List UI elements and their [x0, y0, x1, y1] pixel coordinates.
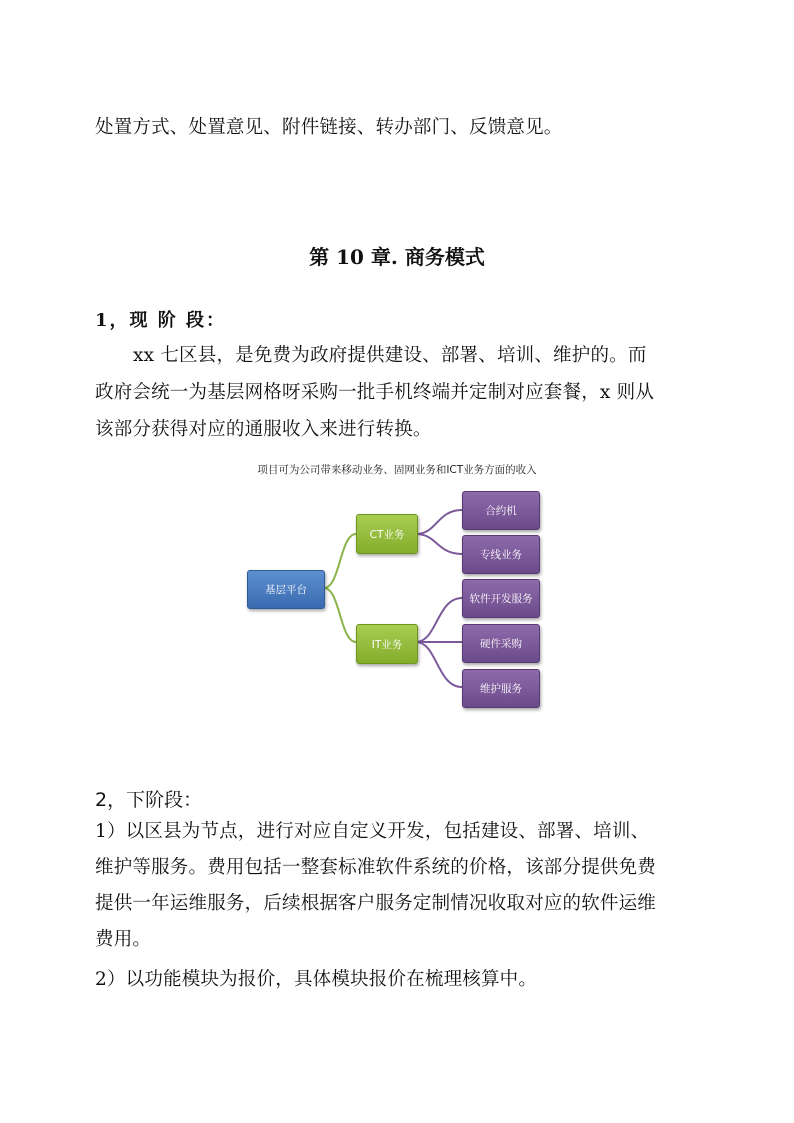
node-contract-phone: 合约机	[462, 491, 540, 530]
section-1-paragraph-line-2: 政府会统一为基层网格呀采购一批手机终端并定制对应套餐，x 则从	[95, 382, 655, 403]
diagram-title: 项目可为公司带来移动业务、固网业务和ICT业务方面的收入	[257, 464, 537, 476]
node-dedicated-line: 专线业务	[462, 535, 540, 574]
node-ct-business: CT业务	[356, 514, 418, 554]
node-software-dev: 软件开发服务	[462, 579, 540, 618]
connector-it-software-dev	[416, 598, 462, 642]
node-root-platform: 基层平台	[247, 570, 325, 609]
connector-root-ct	[324, 534, 356, 588]
section-2-item-2-line: 2）以功能模块为报价，具体模块报价在梳理核算中。	[95, 969, 538, 990]
section-2-item-1-line-4: 费用。	[95, 929, 152, 950]
section-1-paragraph-line-1: xx 七区县，是免费为政府提供建设、部署、培训、维护的。而	[133, 345, 647, 366]
node-maintenance-service: 维护服务	[462, 669, 540, 708]
connector-root-it	[324, 588, 356, 642]
section-2-item-1-line-3: 提供一年运维服务，后续根据客户服务定制情况收取对应的软件运维	[95, 893, 657, 914]
section-1-heading: 1，现 阶 段：	[95, 310, 227, 331]
node-hardware-procurement: 硬件采购	[462, 624, 540, 663]
section-2-item-1-line-2: 维护等服务。费用包括一整套标准软件系统的价格，该部分提供免费	[95, 857, 657, 878]
connector-it-maintenance	[416, 642, 462, 687]
connector-ct-dedicated-line	[416, 534, 462, 554]
section-1-paragraph-line-3: 该部分获得对应的通服收入来进行转换。	[95, 419, 432, 440]
connector-ct-contract-phone	[416, 510, 462, 534]
revenue-diagram	[232, 460, 562, 715]
intro-text-line: 处置方式、处置意见、附件链接、转办部门、反馈意见。	[95, 117, 563, 138]
section-2-item-1-line-1: 1）以区县为节点，进行对应自定义开发，包括建设、部署、培训、	[95, 821, 650, 842]
node-it-business: IT业务	[356, 624, 418, 664]
chapter-title: 第 10 章. 商务模式	[309, 245, 485, 269]
section-2-heading: 2，下阶段：	[95, 789, 203, 811]
